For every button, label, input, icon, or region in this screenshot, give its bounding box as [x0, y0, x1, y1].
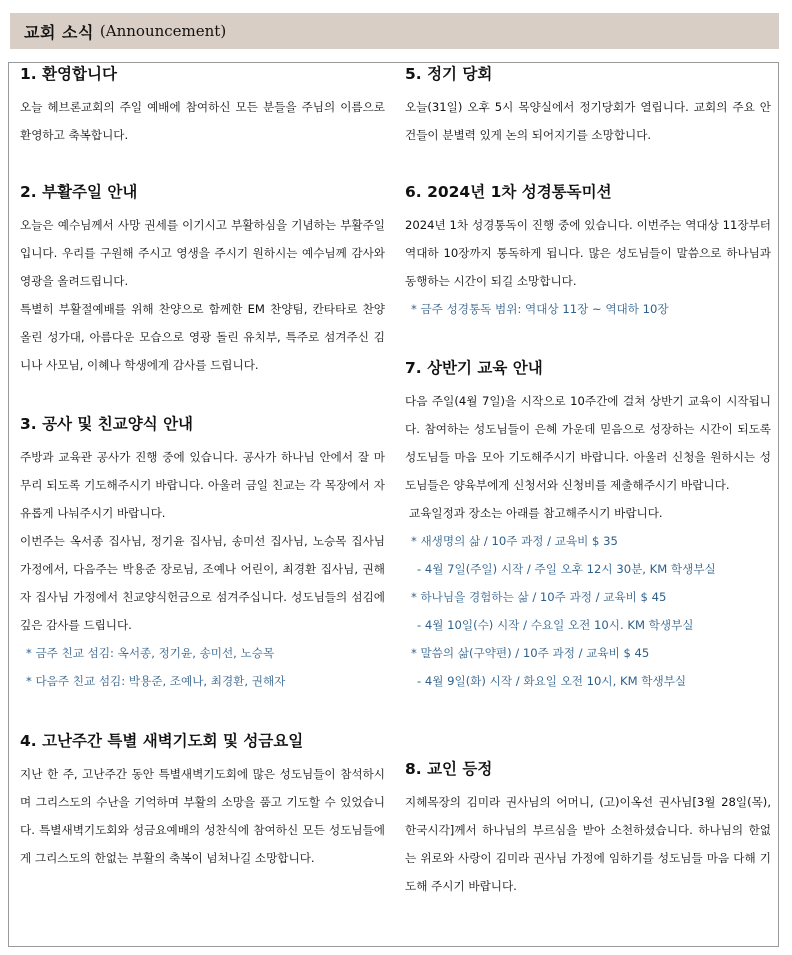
section-title: 7. 상반기 교육 안내: [405, 359, 543, 377]
section-construction: [20, 412, 385, 695]
course-detail: - 4월 7일(주일) 시작 / 주일 오후 12시 30분, KM 학생부실: [417, 562, 716, 576]
section-paragraph: 다음 주일(4월 7일)을 시작으로 10주간에 걸쳐 상반기 교육이 시작됩니다. 참여하는 성도님들이 은혜 가운데 믿음으로 성장하는 시간이 되도록 성도님들 마음 모아 기도해주시기 바랍니다. 아울러 신청을 원하시는 성도님들은 양육부에게 신청서와 신청비를 제출해주시기 바랍니다.: [405, 394, 771, 492]
section-title: 4. 고난주간 특별 새벽기도회 및 성금요일: [20, 732, 304, 750]
course-title: * 새생명의 삶 / 10주 과정 / 교육비 $ 35: [411, 534, 618, 548]
course-title: * 하나님을 경험하는 삶 / 10주 과정 / 교육비 $ 45: [411, 590, 667, 604]
header-title: 교회 소식: [24, 22, 94, 42]
section-paragraph: 이번주는 옥서종 집사님, 정기윤 집사님, 송미선 집사님, 노승목 집사님 가정에서, 다음주는 박용준 장로님, 조예나 어린이, 최경환 집사님, 권해자 집사님 가정에서 친교양식헌금으로 섬겨주십니다. 성도님들의 섬김에 깊은 감사를 드립니다.: [20, 534, 385, 632]
announcement-header: [10, 13, 779, 49]
course-detail: - 4월 9일(화) 시작 / 화요일 오전 10시, KM 학생부실: [417, 674, 687, 688]
section-title: 2. 부활주일 안내: [20, 183, 138, 201]
section-welcome: [20, 62, 385, 149]
section-holy-week: [20, 729, 385, 872]
section-title: 5. 정기 당회: [405, 65, 493, 83]
section-title: 3. 공사 및 친교양식 안내: [20, 415, 194, 433]
section-paragraph: 특별히 부활절예배를 위해 찬양으로 함께한 EM 찬양팀, 칸타타로 찬양 올린 성가대, 아름다운 모습으로 영광 돌린 유치부, 특주로 섬겨주신 김니나 사모님, 이혜나 학생에게 감사를 드립니다.: [20, 302, 385, 372]
section-paragraph: 오늘 헤브론교회의 주일 예배에 참여하신 모든 분들을 주님의 이름으로 환영하고 축복합니다.: [20, 100, 385, 142]
bullet-item: * 금주 성경통독 범위: 역대상 11장 ~ 역대하 10장: [411, 302, 669, 316]
section-title: 6. 2024년 1차 성경통독미션: [405, 183, 612, 201]
education-note: 교육일정과 장소는 아래를 참고해주시기 바랍니다.: [409, 506, 663, 520]
section-paragraph: 오늘은 예수님께서 사망 권세를 이기시고 부활하심을 기념하는 부활주일입니다. 우리를 구원해 주시고 영생을 주시기 원하시는 예수님께 감사와 영광을 올려드립니다.: [20, 218, 385, 288]
section-paragraph: 오늘(31일) 오후 5시 목양실에서 정기당회가 열립니다. 교회의 주요 안건들이 분별력 있게 논의 되어지기를 소망합니다.: [405, 100, 771, 142]
course-detail: - 4월 10일(수) 시작 / 수요일 오전 10시. KM 학생부실: [417, 618, 694, 632]
bullet-item: * 다음주 친교 섬김: 박용준, 조예나, 최경환, 권해자: [26, 674, 286, 688]
section-paragraph: 주방과 교육관 공사가 진행 중에 있습니다. 공사가 하나님 안에서 잘 마무리 되도록 기도해주시기 바랍니다. 아울러 금일 친교는 각 목장에서 자유롭게 나눠주시기 바랍니다.: [20, 450, 385, 520]
section-title: 1. 환영합니다: [20, 65, 117, 83]
section-obituary: [405, 757, 771, 900]
bullet-item: * 금주 친교 섬김: 옥서종, 정기윤, 송미선, 노승목: [26, 646, 275, 660]
section-easter: [20, 180, 385, 379]
section-paragraph: 지난 한 주, 고난주간 동안 특별새벽기도회에 많은 성도님들이 참석하시며 그리스도의 수난을 기억하며 부활의 소망을 품고 기도할 수 있었습니다. 특별새벽기도회와 성금요예배의 성찬식에 참여하신 모든 성도님들에게 그리스도의 한없는 부활의 축복이 넘쳐나길 소망합니다.: [20, 767, 385, 865]
section-education: [405, 356, 771, 695]
section-paragraph: 2024년 1차 성경통독이 진행 중에 있습니다. 이번주는 역대상 11장부터 역대하 10장까지 통독하게 됩니다. 많은 성도님들이 말씀으로 하나님과 동행하는 시간이 되길 소망합니다.: [405, 218, 771, 288]
header-subtitle: (Announcement): [99, 22, 227, 40]
section-session: [405, 62, 771, 149]
course-title: * 말씀의 삶(구약편) / 10주 과정 / 교육비 $ 45: [411, 646, 650, 660]
section-paragraph: 지헤목장의 김미라 권사님의 어머니, (고)이옥선 권사님[3월 28일(목), 한국시각]께서 하나님의 부르심을 받아 소천하셨습니다. 하나님의 한없는 위로와 사랑이 김미라 권사님 가정에 임하기를 성도님들 마음 다해 기도해 주시기 바랍니다.: [405, 795, 771, 893]
section-bible-reading: [405, 180, 771, 323]
section-title: 8. 교인 등정: [405, 760, 493, 778]
